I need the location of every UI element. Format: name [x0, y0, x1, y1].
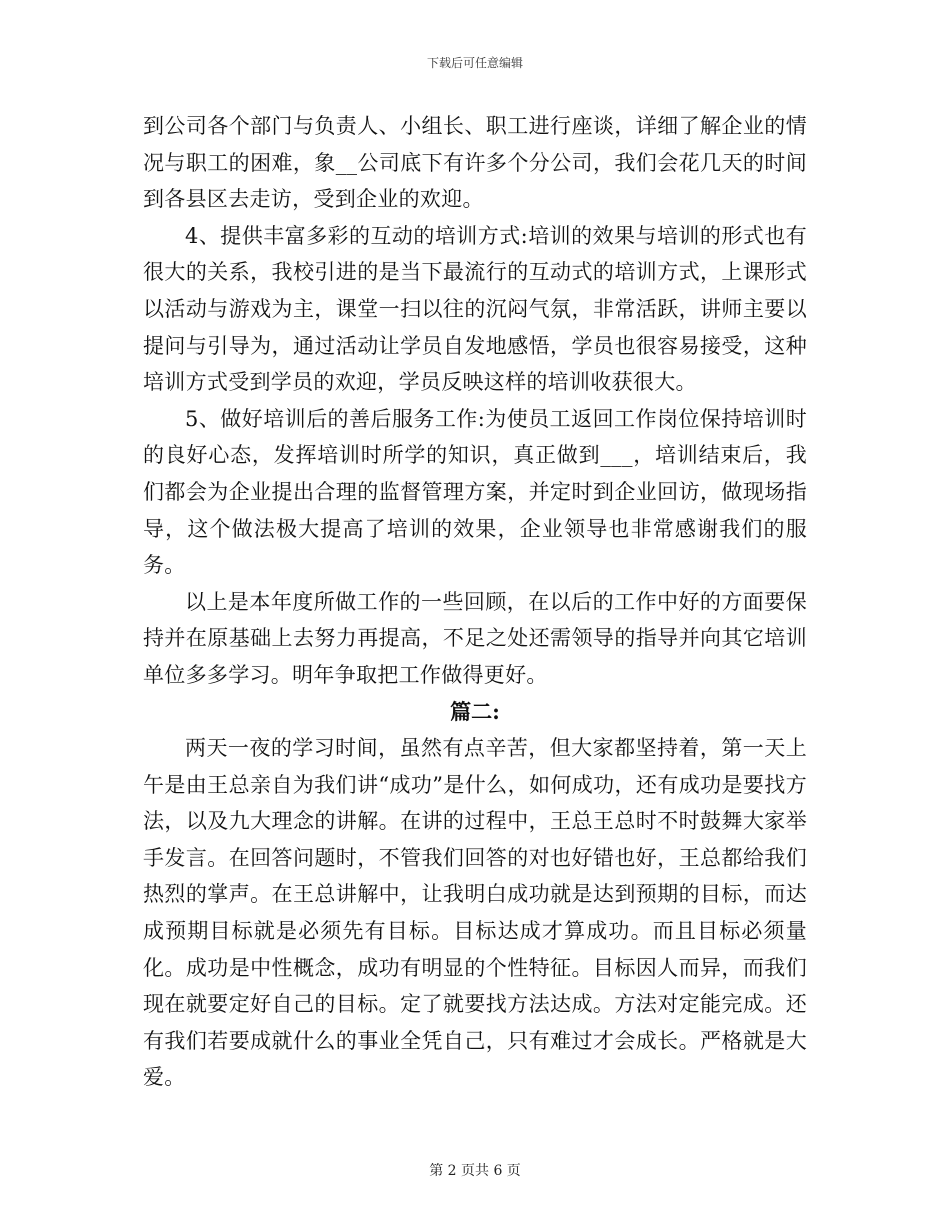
document-body [143, 108, 807, 1096]
paragraph-summary: 以上是本年度所做工作的一些回顾，在以后的工作中好的方面要保持并在原基础上去努力再提高，不足之处还需领导的指导并向其它培训单位多多学习。明年争取把工作做得更好。 [143, 589, 807, 687]
paragraph-item-5: 5、做好培训后的善后服务工作:为使员工返回工作岗位保持培训时的良好心态，发挥培训时所学的知识，真正做到___，培训结束后，我们都会为企业提出合理的监督管理方案，并定时到企业回访，做现场指导，这个做法极大提高了培训的效果，企业领导也非常感谢我们的服务。 [143, 406, 807, 578]
page-header: 下载后可任意编辑 [426, 56, 523, 70]
section-title: 篇二: [450, 698, 500, 724]
section2-paragraph: 两天一夜的学习时间，虽然有点辛苦，但大家都坚持着，第一天上午是由王总亲自为我们讲“成功”是什么，如何成功，还有成功是要找方法，以及九大理念的讲解。在讲的过程中，王总王总时不时鼓舞大家举手发言。在回答问题时，不管我们回答的对也好错也好，王总都给我们热烈的掌声。在王总讲解中，让我明白成功就是达到预期的目标，而达成预期目标就是必须先有目标。目标达成才算成功。而且目标必须量化。成功是中性概念，成功有明显的个性特征。目标因人而异，而我们现在就要定好自己的目标。定了就要找方法达成。方法对定能完成。还有我们若要成就什么的事业全凭自己，只有难过才会成长。严格就是大爱。 [143, 736, 807, 1090]
page-footer: 第 2 页共 6 页 [429, 1163, 521, 1179]
paragraph-continuation: 到公司各个部门与负责人、小组长、职工进行座谈，详细了解企业的情况与职工的困难，象__公司底下有许多个分公司，我们会花几天的时间到各县区去走访，受到企业的欢迎。 [143, 114, 807, 212]
paragraph-item-4: 4、提供丰富多彩的互动的培训方式:培训的效果与培训的形式也有很大的关系，我校引进的是当下最流行的互动式的培训方式，上课形式以活动与游戏为主，课堂一扫以往的沉闷气氛，非常活跃，讲师主要以提问与引导为，通过活动让学员自发地感悟，学员也很容易接受，这种培训方式受到学员的欢迎，学员反映这样的培训收获很大。 [143, 223, 807, 395]
